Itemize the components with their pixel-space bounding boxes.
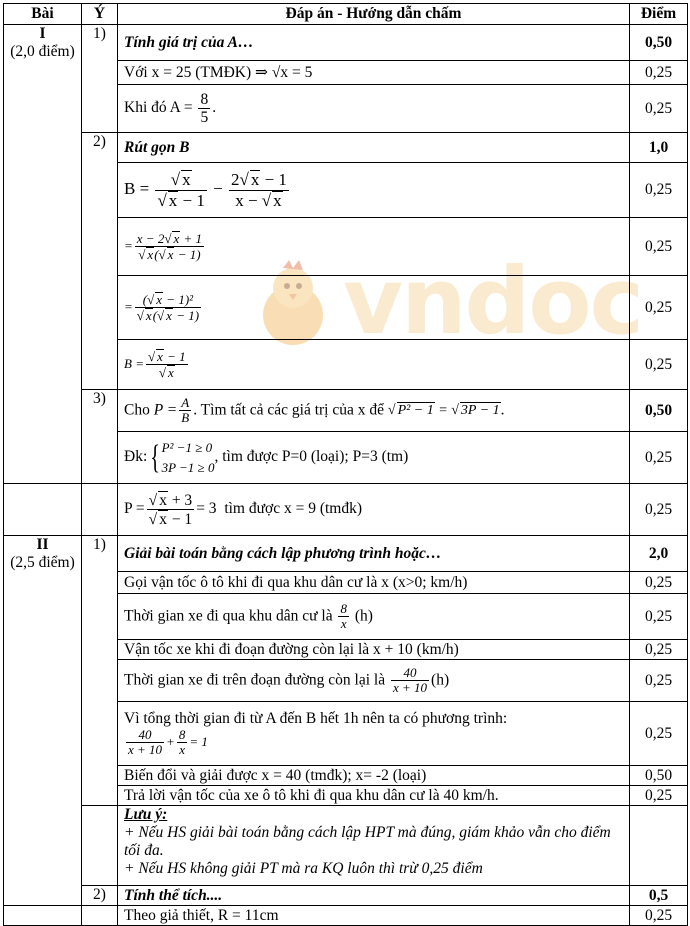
table-row <box>4 61 688 85</box>
formula-b-2: = $\frac{x - 2√ x + 1}{√ x(√ x - 1)}$ <box>118 218 630 276</box>
part-1-1-row-1-pts: 0,25 <box>630 61 688 85</box>
bai-2-label: II <box>36 536 49 554</box>
table-row <box>4 702 688 766</box>
part-2-1-title: Giải bài toán bằng cách lập phương trình hoặc… <box>118 536 630 572</box>
part-1-2-num: 2) <box>82 133 118 163</box>
fraction: $\frac{8}{5}$ <box>200 91 209 127</box>
table-row <box>4 85 688 133</box>
table-row <box>4 218 688 276</box>
table-row <box>4 906 688 926</box>
watermark-text: vndoc <box>343 248 643 355</box>
table-row <box>4 660 688 702</box>
part-1-3-result: P = $\frac{√ x + 3}{√ x - 1}$ = 3 tìm được x = 9 (tmđk) <box>118 484 630 536</box>
part-2-1-row-1: Gọi vận tốc ô tô khi đi qua khu dân cư là x (x>0; km/h) <box>118 572 630 594</box>
part-2-2-row-1: Theo giả thiết, R = 11cm <box>118 906 630 926</box>
table-row <box>4 786 688 806</box>
note-title: Lưu ý: <box>124 806 168 824</box>
part-1-1-row-2-pts: 0,25 <box>630 85 688 133</box>
note-cell <box>118 806 630 886</box>
table-row <box>4 640 688 660</box>
part-2-1-row-4-pts: 0,25 <box>630 660 688 702</box>
formula-b-3-pts: 0,25 <box>630 276 688 340</box>
table-header-row <box>4 4 688 25</box>
part-2-1-row-7: Trả lời vận tốc của xe ô tô khi đi qua khu dân cư là 40 km/h. <box>118 786 630 806</box>
part-1-3-result-pts: 0,25 <box>630 484 688 536</box>
table-row <box>4 484 688 536</box>
part-2-1-row-5-pts: 0,25 <box>630 702 688 766</box>
table-row <box>4 572 688 594</box>
table-row <box>4 390 688 432</box>
table-row <box>4 25 688 61</box>
bai-2-points-label: (2,5 điểm) <box>10 553 75 571</box>
part-1-2-title: Rút gọn B <box>118 133 630 163</box>
part-2-1-row-7-pts: 0,25 <box>630 786 688 806</box>
part-2-1-row-3: Vận tốc xe khi đi đoạn đường còn lại là x + 10 (km/h) <box>118 640 630 660</box>
part-1-3-question-pts: 0,50 <box>630 390 688 432</box>
formula-b-1: B = $\frac{√ x}{√ x - 1}$ − $\frac{2√ x - 1}{x - √ x}$ <box>118 163 630 218</box>
note-2: + Nếu HS không giải PT mà ra KQ luôn thì trừ 0,25 điểm <box>124 859 483 877</box>
formula-b-1-pts: 0,25 <box>630 163 688 218</box>
bai-1-label: I <box>39 25 46 42</box>
col-answer: Đáp án - Hướng dẫn chấm <box>118 4 630 25</box>
table-row <box>4 766 688 786</box>
part-1-2-title-pts: 1,0 <box>630 133 688 163</box>
formula-b-3: = $\frac{\text{(√ x − 1)²}}{√ x(√ x - 1)}$ <box>118 276 630 340</box>
part-2-1-row-3-pts: 0,25 <box>630 640 688 660</box>
part-2-2-title: Tính thể tích.... <box>118 886 630 906</box>
part-2-1-row-6-pts: 0,50 <box>630 766 688 786</box>
col-points: Điểm <box>630 4 688 25</box>
col-y: Ý <box>82 4 118 25</box>
answer-table <box>3 3 688 926</box>
table-row <box>4 594 688 640</box>
part-2-2-row-1-pts: 0,25 <box>630 906 688 926</box>
bai-1-points-label: (2,0 điểm) <box>10 42 75 60</box>
formula-b-4: B = $\frac{√ x - 1}{√ x}$ <box>118 340 630 390</box>
part-2-1-num: 1) <box>82 536 118 572</box>
table-row <box>4 340 688 390</box>
part-1-1-row-1: Với x = 25 (TMĐK) ⇒ √x = 5 <box>118 61 630 85</box>
part-1-1-num: 1) <box>82 25 118 61</box>
table-row <box>4 536 688 572</box>
formula-b-2-pts: 0,25 <box>630 218 688 276</box>
table-row <box>4 163 688 218</box>
table-row <box>4 276 688 340</box>
part-1-1-title: Tính giá trị của A… <box>118 25 630 61</box>
part-2-2-title-pts: 0,5 <box>630 886 688 906</box>
part-1-1-title-pts: 0,50 <box>630 25 688 61</box>
part-2-1-row-1-pts: 0,25 <box>630 572 688 594</box>
part-1-1-row-2: Khi đó A = $\frac{8}{5}$ . <box>118 85 630 133</box>
col-bai: Bài <box>4 4 82 25</box>
part-2-1-row-2-pts: 0,25 <box>630 594 688 640</box>
table-row <box>4 432 688 484</box>
part-1-3-condition: Đk:{P² −1 ≥ 0 3P −1 ≥ 0, tìm được P=0 (loại); P=3 (tm) <box>118 432 630 484</box>
table-row <box>4 806 688 886</box>
part-2-1-row-4: Thời gian xe đi trên đoạn đường còn lại là $\frac{40}{x + 10}$ (h) <box>118 660 630 702</box>
note-1: + Nếu HS giải bài toán bằng cách lập HPT mà đúng, giám khảo vẫn cho điểm tối đa. <box>124 824 611 859</box>
part-1-3-num: 3) <box>82 390 118 432</box>
part-2-1-row-5: Vì tổng thời gian đi từ A đến B hết 1h nên ta có phương trình: $\frac{40}{x + 10}$ + $\frac{8}{x}$ = 1 <box>118 702 630 766</box>
part-2-1-row-6: Biến đổi và giải được x = 40 (tmđk); x= -2 (loại) <box>118 766 630 786</box>
part-1-3-condition-pts: 0,25 <box>630 432 688 484</box>
part-2-1-row-2: Thời gian xe đi qua khu dân cư là $\frac{8}{x}$ (h) <box>118 594 630 640</box>
bai-2-cell <box>4 536 82 572</box>
part-2-1-title-pts: 2,0 <box>630 536 688 572</box>
formula-b-4-pts: 0,25 <box>630 340 688 390</box>
table-row <box>4 886 688 906</box>
table-row <box>4 133 688 163</box>
bai-1-cell <box>4 25 82 61</box>
part-1-3-question: Cho P = $\frac{A}{B}$ . Tìm tất cả các giá trị của x để √ P² − 1 = √ 3P − 1. <box>118 390 630 432</box>
part-2-2-num: 2) <box>82 886 118 906</box>
